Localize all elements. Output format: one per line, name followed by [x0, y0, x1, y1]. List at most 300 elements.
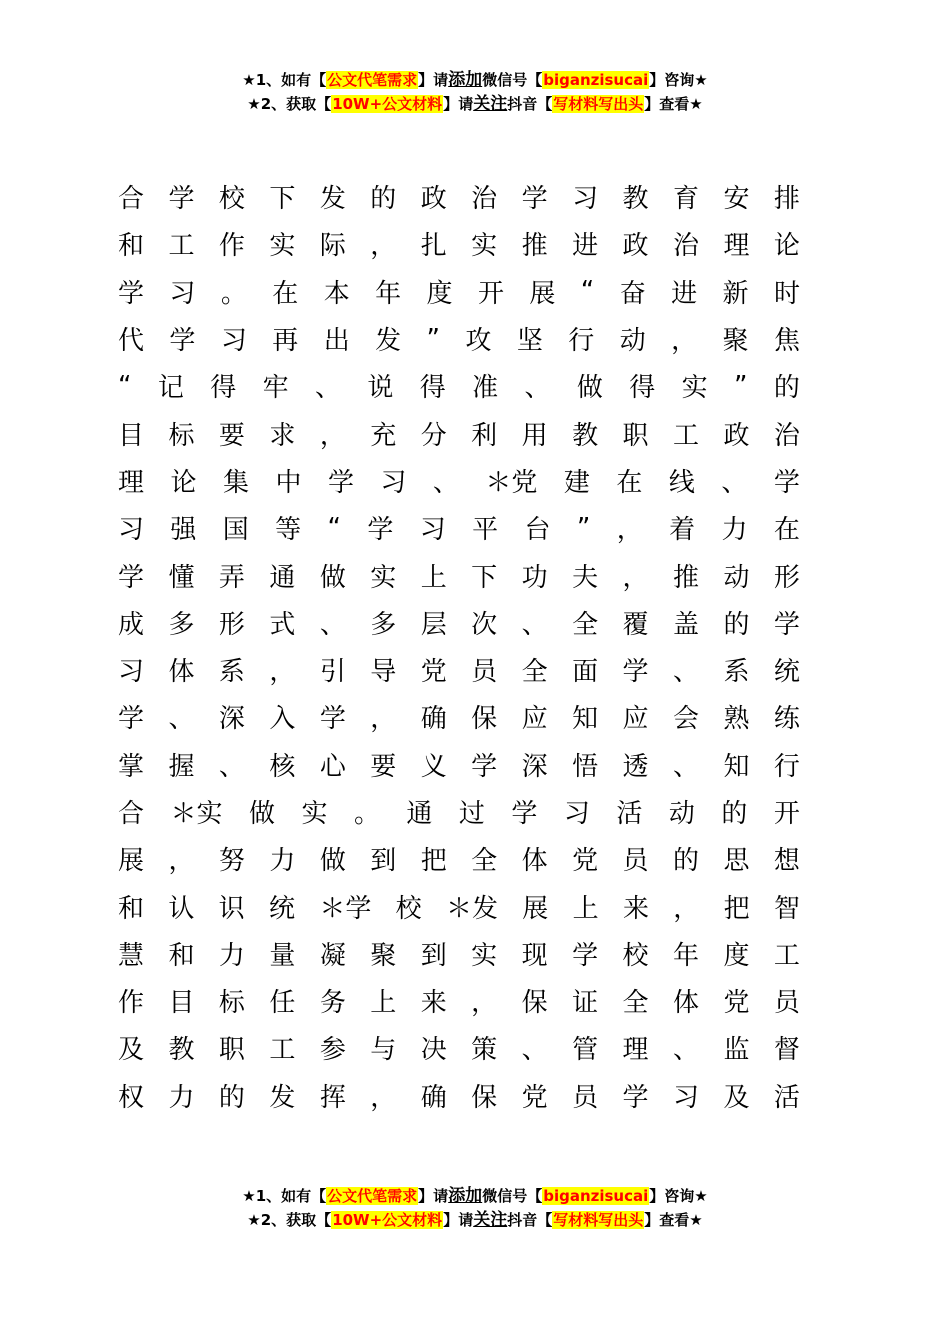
- text-char: 度: [426, 278, 453, 309]
- highlight-text: 写材料写出头: [553, 1211, 644, 1229]
- text-char: 要: [218, 420, 245, 451]
- text-char: 理: [723, 231, 750, 262]
- text-char: 目: [168, 988, 195, 1019]
- text-char: 党: [572, 846, 599, 877]
- text-char: 推: [672, 562, 699, 593]
- text-char: 入: [269, 704, 296, 735]
- text-char: 知: [723, 751, 750, 782]
- text-line: [118, 409, 800, 456]
- text-char: “: [580, 276, 595, 307]
- text-char: 形: [773, 562, 800, 593]
- text-char: 习: [672, 1082, 699, 1113]
- text-char: 求: [269, 420, 296, 451]
- text-char: 上: [420, 562, 447, 593]
- text-char: 出: [323, 326, 350, 357]
- text-char: 决: [420, 1035, 447, 1066]
- text-char: “: [118, 370, 132, 401]
- text-char: 到: [370, 846, 397, 877]
- text-char: 、: [672, 1035, 699, 1066]
- text-char: 及: [118, 1035, 145, 1066]
- highlight-text: 写材料写出头: [553, 95, 644, 113]
- text-char: 奋: [619, 278, 646, 309]
- text-char: 攻: [465, 326, 492, 357]
- text-char: 论: [170, 467, 197, 498]
- text-char: 发: [269, 1082, 296, 1113]
- text-char: 做: [248, 799, 275, 829]
- text-char: 下: [269, 184, 296, 215]
- text-char: 力: [168, 1082, 195, 1113]
- text-char: 强: [170, 515, 197, 546]
- text-char: 排: [773, 184, 800, 215]
- text-line: [118, 835, 800, 882]
- underlined-text: 关注: [473, 94, 508, 114]
- text-char: 权: [118, 1082, 145, 1113]
- text-char: 校: [622, 940, 649, 971]
- text-char: 确: [420, 704, 447, 735]
- text-char: 量: [269, 940, 296, 971]
- text-char: 练: [773, 704, 800, 735]
- text-char: 开: [477, 278, 504, 309]
- text-char: 本: [323, 278, 350, 309]
- text-char: 和: [168, 940, 195, 971]
- text-char: 活: [773, 1082, 800, 1113]
- text-char: 际: [319, 231, 346, 262]
- text-char: 。: [353, 799, 380, 829]
- text-char: 学: [511, 799, 538, 829]
- text-char: 全: [572, 609, 599, 640]
- text-char: 多: [168, 609, 195, 640]
- text-char: ，: [673, 893, 700, 924]
- banner-text: 】请: [443, 1211, 474, 1229]
- banner-text: 】请: [418, 71, 449, 89]
- text-char: 在: [272, 278, 299, 309]
- text-char: 年: [375, 278, 402, 309]
- text-char: “: [327, 512, 341, 543]
- text-char: 学: [773, 609, 800, 640]
- banner-line-1: [0, 1184, 950, 1208]
- text-char: 学: [327, 467, 354, 498]
- text-char: 统: [268, 893, 295, 924]
- text-char: 学: [622, 657, 649, 688]
- text-char: 动: [668, 799, 695, 829]
- text-char: 度: [723, 940, 750, 971]
- text-char: 学: [118, 562, 145, 593]
- text-char: ，: [616, 515, 643, 546]
- footer-banner: [0, 1184, 950, 1232]
- text-char: 下: [471, 562, 498, 593]
- text-char: 标: [218, 988, 245, 1019]
- text-char: 统: [773, 657, 800, 688]
- text-char: 理: [622, 1035, 649, 1066]
- text-char: 教: [622, 184, 649, 215]
- text-char: 力: [218, 940, 245, 971]
- text-char: 习: [220, 326, 247, 357]
- text-char: 工: [269, 1035, 296, 1066]
- text-char: 新: [722, 278, 749, 309]
- text-line: [118, 268, 800, 315]
- text-char: 次: [471, 609, 498, 640]
- text-char: 习: [118, 515, 145, 546]
- text-char: 展: [522, 893, 549, 924]
- text-char: 实: [471, 231, 498, 262]
- text-char: 应: [521, 704, 548, 735]
- text-char: 再: [272, 326, 299, 357]
- text-char: 上: [572, 893, 599, 924]
- text-char: 参: [319, 1035, 346, 1066]
- banner-text: 微信号【: [482, 71, 543, 89]
- text-char: 、: [319, 609, 346, 640]
- text-char: 、: [168, 704, 195, 735]
- text-line: [118, 741, 800, 788]
- text-char: 通: [406, 799, 433, 829]
- text-char: 掌: [118, 751, 145, 782]
- text-char: 实: [471, 940, 498, 971]
- text-line: [118, 646, 800, 693]
- text-char: 想: [773, 846, 800, 877]
- text-line: [118, 173, 800, 220]
- text-char: 着: [669, 515, 696, 546]
- text-char: 发: [319, 184, 346, 215]
- text-char: 习: [563, 799, 590, 829]
- text-char: 工: [168, 231, 195, 262]
- text-char: 聚: [370, 940, 397, 971]
- text-char: 的: [672, 846, 699, 877]
- text-char: 、: [432, 467, 459, 498]
- text-line: [118, 220, 800, 267]
- underlined-text: 添加: [448, 1186, 483, 1206]
- text-char: 层: [420, 609, 447, 640]
- text-char: 学: [521, 184, 548, 215]
- text-char: 用: [521, 420, 548, 451]
- text-char: 学: [367, 515, 394, 546]
- text-char: 论: [773, 231, 800, 262]
- text-char: ＊学: [319, 893, 372, 924]
- text-char: 合: [118, 184, 145, 215]
- text-char: 、: [721, 467, 748, 498]
- text-char: 导: [370, 657, 397, 688]
- text-line: [118, 457, 800, 504]
- text-char: 动: [723, 562, 750, 593]
- text-char: 核: [269, 751, 296, 782]
- text-char: 学: [118, 704, 145, 735]
- text-line: [118, 882, 800, 929]
- text-char: 分: [420, 420, 447, 451]
- text-char: 得: [629, 373, 656, 404]
- text-char: 的: [218, 1082, 245, 1113]
- text-char: 知: [572, 704, 599, 735]
- banner-text: 】查看★: [644, 1211, 703, 1229]
- text-char: 动: [619, 326, 646, 357]
- text-char: 把: [420, 846, 447, 877]
- text-char: 习: [380, 467, 407, 498]
- text-char: 力: [721, 515, 748, 546]
- text-char: 识: [218, 893, 245, 924]
- banner-text: ★1、如有【: [242, 71, 327, 89]
- text-char: 来: [420, 988, 447, 1019]
- text-char: ，: [319, 420, 346, 451]
- text-char: 全: [622, 988, 649, 1019]
- text-char: 安: [723, 184, 750, 215]
- text-char: 、: [672, 657, 699, 688]
- text-char: 员: [471, 657, 498, 688]
- text-char: 习: [118, 657, 145, 688]
- text-char: 治: [773, 420, 800, 451]
- text-char: 准: [472, 373, 499, 404]
- text-char: 覆: [622, 609, 649, 640]
- text-char: 进: [572, 231, 599, 262]
- highlight-text: 公文代笔需求: [327, 71, 418, 89]
- text-line: [118, 977, 800, 1024]
- text-char: 学: [118, 278, 145, 309]
- text-char: 与: [370, 1035, 397, 1066]
- banner-text: ★2、获取【: [247, 1211, 332, 1229]
- text-char: 要: [370, 751, 397, 782]
- banner-text: 微信号【: [482, 1187, 543, 1205]
- text-char: 集: [222, 467, 249, 498]
- text-char: 时: [773, 278, 800, 309]
- text-char: 目: [118, 420, 145, 451]
- text-char: 在: [616, 467, 643, 498]
- text-char: 力: [269, 846, 296, 877]
- text-line: [118, 693, 800, 740]
- text-char: 监: [723, 1035, 750, 1066]
- text-char: 员: [572, 1082, 599, 1113]
- text-line: [118, 551, 800, 598]
- document-body: [118, 173, 800, 1119]
- text-char: 管: [572, 1035, 599, 1066]
- text-char: 系: [723, 657, 750, 688]
- text-char: 务: [319, 988, 346, 1019]
- text-char: 心: [319, 751, 346, 782]
- text-char: 学: [572, 940, 599, 971]
- text-char: 展: [529, 278, 556, 309]
- text-char: 平: [472, 515, 499, 546]
- text-char: 活: [616, 799, 643, 829]
- text-char: 透: [622, 751, 649, 782]
- text-char: 、: [672, 751, 699, 782]
- text-char: 全: [521, 657, 548, 688]
- banner-text: ★2、获取【: [247, 95, 332, 113]
- underlined-text: 添加: [448, 70, 483, 90]
- text-char: ＊党: [485, 467, 538, 498]
- banner-text: 抖音【: [507, 95, 553, 113]
- text-char: 证: [572, 988, 599, 1019]
- text-char: 懂: [168, 562, 195, 593]
- text-char: 盖: [672, 609, 699, 640]
- text-char: 和: [118, 231, 145, 262]
- text-char: 做: [576, 373, 603, 404]
- text-char: 代: [118, 326, 145, 357]
- text-char: ”: [426, 323, 441, 354]
- text-char: 发: [375, 326, 402, 357]
- banner-text: 抖音【: [507, 1211, 553, 1229]
- text-char: 校: [218, 184, 245, 215]
- banner-text: 】咨询★: [649, 71, 708, 89]
- text-char: 学: [622, 1082, 649, 1113]
- text-char: 智: [773, 893, 800, 924]
- text-char: 记: [157, 373, 184, 404]
- text-char: 政: [420, 184, 447, 215]
- text-char: 把: [723, 893, 750, 924]
- text-char: 、: [521, 609, 548, 640]
- text-line: [118, 1072, 800, 1119]
- text-char: 、: [314, 373, 341, 404]
- text-char: 体: [672, 988, 699, 1019]
- text-char: 成: [118, 609, 145, 640]
- text-char: 形: [218, 609, 245, 640]
- text-char: 握: [168, 751, 195, 782]
- text-char: 政: [723, 420, 750, 451]
- text-char: 学: [319, 704, 346, 735]
- text-char: ”: [576, 512, 591, 543]
- text-char: 努: [218, 846, 245, 877]
- text-line: [118, 788, 800, 835]
- text-char: 的: [721, 799, 748, 829]
- text-char: 实: [301, 799, 328, 829]
- text-char: 建: [563, 467, 590, 498]
- text-char: 的: [370, 184, 397, 215]
- text-char: 体: [168, 657, 195, 688]
- text-char: 来: [622, 893, 649, 924]
- text-char: 行: [568, 326, 595, 357]
- text-char: 线: [668, 467, 695, 498]
- text-char: ，: [671, 326, 698, 357]
- text-char: 夫: [572, 562, 599, 593]
- text-char: 进: [671, 278, 698, 309]
- banner-text: 】请: [443, 95, 474, 113]
- text-char: 等: [275, 515, 302, 546]
- text-char: 学: [168, 184, 195, 215]
- text-char: 治: [672, 231, 699, 262]
- highlight-text: 10W+公文材料: [332, 1211, 443, 1229]
- text-char: 悟: [572, 751, 599, 782]
- text-char: ，: [622, 562, 649, 593]
- text-char: 推: [521, 231, 548, 262]
- text-char: 政: [622, 231, 649, 262]
- text-char: 学: [169, 326, 196, 357]
- text-char: 习: [572, 184, 599, 215]
- text-char: 面: [572, 657, 599, 688]
- text-char: 认: [168, 893, 195, 924]
- text-char: 功: [521, 562, 548, 593]
- text-char: 工: [773, 940, 800, 971]
- text-char: 坚: [516, 326, 543, 357]
- text-char: 开: [773, 799, 800, 829]
- text-char: 聚: [722, 326, 749, 357]
- text-char: 思: [723, 846, 750, 877]
- banner-line-1: [0, 68, 950, 92]
- text-char: 中: [275, 467, 302, 498]
- text-char: 教: [168, 1035, 195, 1066]
- text-char: ，: [370, 1082, 397, 1113]
- text-char: 多: [370, 609, 397, 640]
- text-char: 作: [118, 988, 145, 1019]
- text-char: 保: [471, 1082, 498, 1113]
- text-char: 台: [524, 515, 551, 546]
- highlight-text: biganzisucai: [543, 1187, 649, 1205]
- text-char: 学: [773, 467, 800, 498]
- text-char: ，: [370, 231, 397, 262]
- text-char: 实: [269, 231, 296, 262]
- text-char: 上: [370, 988, 397, 1019]
- text-char: 任: [269, 988, 296, 1019]
- banner-text: ★1、如有【: [242, 1187, 327, 1205]
- text-char: 、: [521, 1035, 548, 1066]
- text-line: [118, 315, 800, 362]
- text-char: ”: [733, 370, 748, 401]
- text-char: 策: [471, 1035, 498, 1066]
- text-char: ，: [168, 846, 195, 877]
- text-char: ＊发: [445, 893, 498, 924]
- text-char: 。: [220, 278, 247, 309]
- text-char: 及: [723, 1082, 750, 1113]
- banner-text: 】咨询★: [649, 1187, 708, 1205]
- text-char: 教: [572, 420, 599, 451]
- text-char: 员: [773, 988, 800, 1019]
- text-char: 和: [118, 893, 145, 924]
- text-char: 党: [420, 657, 447, 688]
- text-char: 到: [420, 940, 447, 971]
- text-char: 、: [524, 373, 551, 404]
- text-char: 做: [319, 846, 346, 877]
- text-char: 校: [395, 893, 422, 924]
- text-char: 行: [773, 751, 800, 782]
- text-char: 慧: [118, 940, 145, 971]
- text-char: 职: [218, 1035, 245, 1066]
- text-char: 展: [118, 846, 145, 877]
- text-char: 通: [269, 562, 296, 593]
- highlight-text: 公文代笔需求: [327, 1187, 418, 1205]
- highlight-text: 10W+公文材料: [332, 95, 443, 113]
- text-char: 得: [210, 373, 237, 404]
- text-char: ，: [269, 657, 296, 688]
- text-char: 得: [419, 373, 446, 404]
- text-char: 合: [118, 799, 145, 829]
- text-char: 凝: [319, 940, 346, 971]
- text-char: 引: [319, 657, 346, 688]
- text-char: 熟: [723, 704, 750, 735]
- text-char: 深: [218, 704, 245, 735]
- text-char: 、: [218, 751, 245, 782]
- text-char: 的: [723, 609, 750, 640]
- text-char: 系: [218, 657, 245, 688]
- text-char: 挥: [319, 1082, 346, 1113]
- text-char: 国: [222, 515, 249, 546]
- text-char: 充: [370, 420, 397, 451]
- text-char: 标: [168, 420, 195, 451]
- text-char: 治: [471, 184, 498, 215]
- text-char: 的: [773, 373, 800, 404]
- text-char: 深: [521, 751, 548, 782]
- text-char: 学: [471, 751, 498, 782]
- text-char: 在: [773, 515, 800, 546]
- text-line: [118, 599, 800, 646]
- text-char: 体: [521, 846, 548, 877]
- text-char: 保: [471, 704, 498, 735]
- text-char: 扎: [420, 231, 447, 262]
- text-char: 会: [672, 704, 699, 735]
- text-char: 应: [622, 704, 649, 735]
- banner-line-2: [0, 92, 950, 116]
- text-char: 利: [471, 420, 498, 451]
- text-char: 式: [269, 609, 296, 640]
- text-char: 习: [169, 278, 196, 309]
- text-char: 确: [420, 1082, 447, 1113]
- text-char: 年: [672, 940, 699, 971]
- text-char: 实: [681, 373, 708, 404]
- text-char: 作: [218, 231, 245, 262]
- text-line: [118, 1024, 800, 1071]
